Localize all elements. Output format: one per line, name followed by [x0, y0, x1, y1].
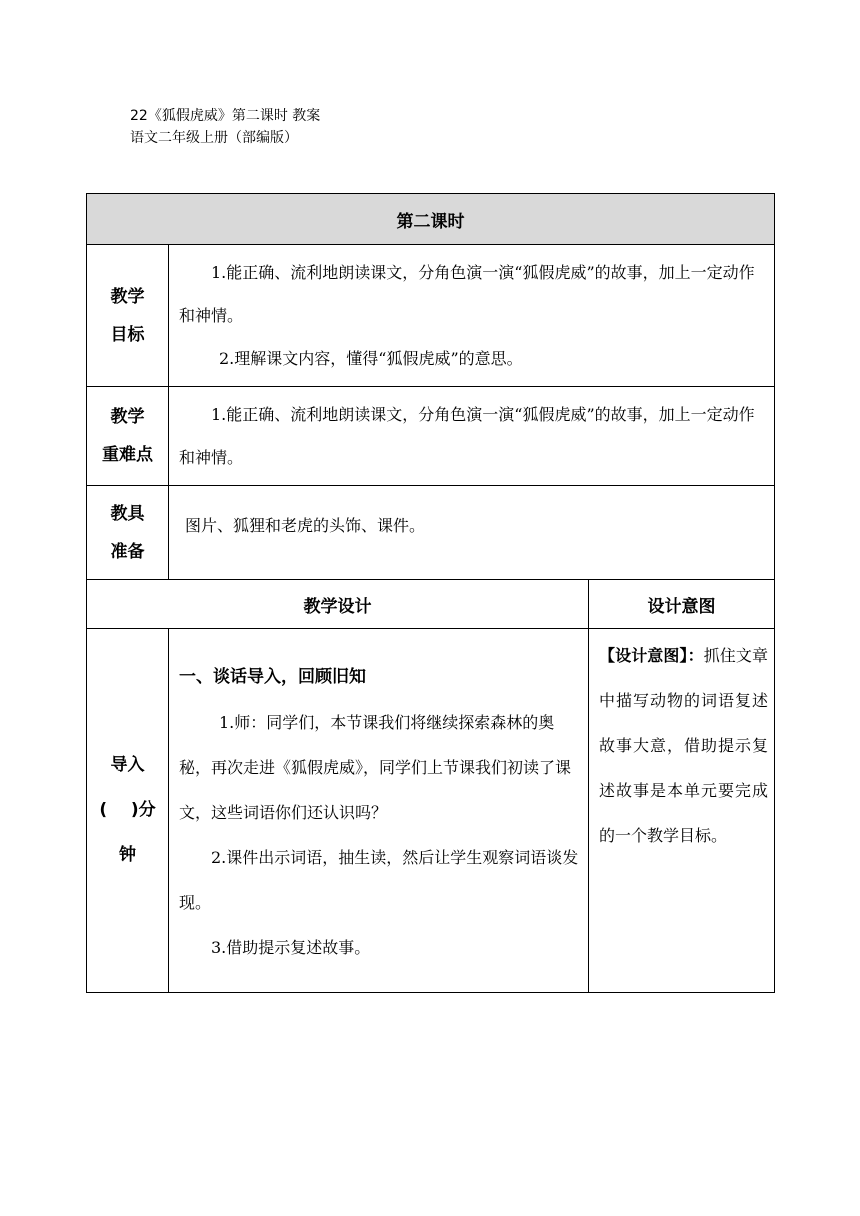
objectives-label-line2: 目标 [110, 324, 145, 345]
objective-item-2: 2.理解课文内容，懂得“狐假虎威”的意思。 [219, 349, 523, 368]
lesson-plan-table [86, 193, 775, 993]
document-subtitle: 语文二年级上册（部编版） [130, 130, 298, 146]
intent-label: 【设计意图】： [599, 646, 704, 665]
intro-label-line2: ( )分 [99, 800, 156, 820]
materials-label [87, 486, 169, 580]
intent-column-title: 设计意图 [647, 596, 716, 617]
intro-section-title: 一、谈话导入，回顾旧知 [179, 667, 366, 687]
intro-paragraph-2: 2.课件出示词语，抽生读，然后让学生观察词语谈发现。 [179, 848, 579, 912]
intro-intent-content [589, 629, 775, 993]
key-points-label [87, 387, 169, 486]
materials-label-line1: 教具 [110, 503, 145, 524]
objective-item-1: 1.能正确、流利地朗读课文，分角色演一演“狐假虎威”的故事，加上一定动作和神情。 [179, 263, 755, 325]
key-points-label-line1: 教学 [110, 407, 145, 427]
lesson-title-cell [87, 194, 775, 245]
intro-paragraph-1: 1.师：同学们，本节课我们将继续探索森林的奥秘，再次走进《狐假虎威》，同学们上节课我们初读了课文，这些词语你们还认识吗？ [179, 713, 572, 822]
materials-text: 图片、狐狸和老虎的头饰、课件。 [185, 516, 426, 535]
intro-design-content [169, 629, 589, 993]
design-column-title: 教学设计 [303, 596, 372, 617]
key-points-content [169, 387, 775, 486]
objectives-label-line1: 教学 [110, 286, 145, 307]
intro-label-line3: 钟 [119, 845, 136, 865]
materials-content [169, 486, 775, 580]
intro-label [87, 629, 169, 993]
design-column-header [87, 580, 589, 629]
document-header [130, 105, 320, 149]
lesson-title: 第二课时 [396, 211, 465, 232]
intent-column-header [589, 580, 775, 629]
objectives-content [169, 245, 775, 387]
key-points-label-line2: 重难点 [102, 445, 153, 465]
document-title: 22《狐假虎威》第二课时 教案 [130, 108, 321, 124]
objectives-label [87, 245, 169, 387]
materials-label-line2: 准备 [110, 541, 145, 562]
intent-text: 抓住文章中描写动物的词语复述故事大意，借助提示复述故事是本单元要完成的一个教学目标。 [599, 646, 768, 845]
intro-label-line1: 导入 [110, 755, 145, 775]
key-point-item-1: 1.能正确、流利地朗读课文，分角色演一演“狐假虎威”的故事，加上一定动作和神情。 [179, 405, 755, 467]
intro-paragraph-3: 3.借助提示复述故事。 [211, 938, 371, 957]
